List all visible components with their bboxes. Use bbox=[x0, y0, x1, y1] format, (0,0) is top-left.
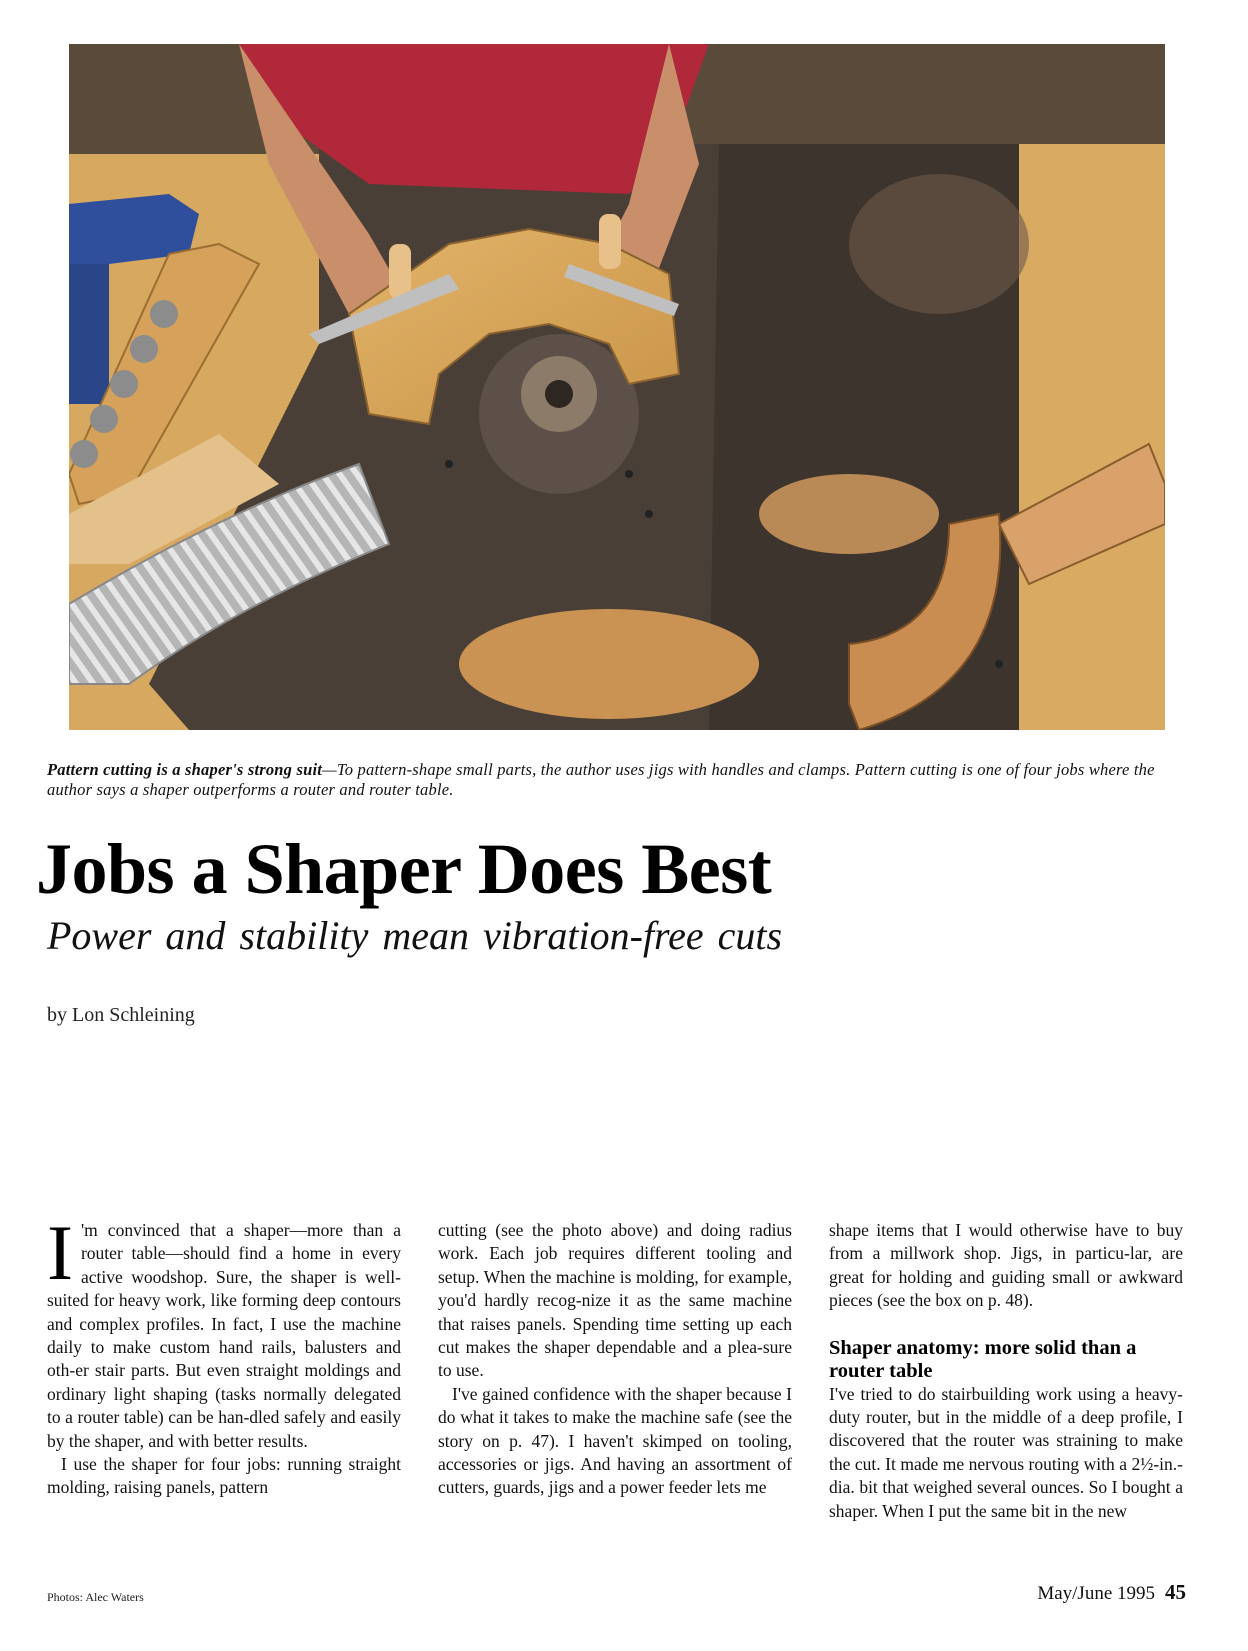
page-number: 45 bbox=[1165, 1580, 1186, 1604]
article-subtitle: Power and stability mean vibration-free cuts bbox=[47, 913, 783, 958]
paragraph-text: 'm convinced that a shaper—more than a router table—should find a home in every active woodshop. Sure, the shaper is well-suited for heavy work, like forming deep contours and complex profiles. In fact, I use the machine daily to make custom hand rails, balusters and oth-er stair parts. But even straight moldings and ordinary light shaping (tasks normally delegated to a router table) can be han-dled safely and easily by the shaper, and with better results. bbox=[47, 1220, 401, 1451]
lead-photo bbox=[69, 44, 1165, 730]
paragraph: I've gained confidence with the shaper because I do what it takes to make the machine safe (see the story on p. 47). I haven't skimped on tooling, accessories or jigs. And having an assortment of cutters, guards, jigs and a power feeder lets me bbox=[438, 1383, 792, 1498]
page-folio bbox=[1037, 1580, 1186, 1605]
paragraph: I use the shaper for four jobs: running straight molding, raising panels, pattern bbox=[47, 1454, 401, 1498]
caption-lead: Pattern cutting is a shaper's strong suit bbox=[47, 760, 323, 779]
article-column-3 bbox=[829, 1219, 1183, 1523]
section-subhead: Shaper anatomy: more solid than a router table bbox=[829, 1336, 1137, 1382]
photo-credit: Photos: Alec Waters bbox=[47, 1590, 144, 1604]
paragraph bbox=[47, 1209, 401, 1453]
dropcap: I bbox=[47, 1209, 73, 1296]
paragraph: cutting (see the photo above) and doing radius work. Each job requires different tooling and setup. When the machine is molding, for example, you'd hardly recog-nize it as the same machine that raises panels. Spending time setting up each cut makes the shaper dependable and a plea-sure to use. bbox=[438, 1220, 792, 1381]
issue-date: May/June 1995 bbox=[1037, 1583, 1155, 1604]
paragraph: I've tried to do stairbuilding work using a heavy-duty router, but in the middle of a deep profile, I discovered that the router was straining to make the cut. It made me nervous routing with a 2½-in.-dia. bit that weighed several ounces. So I bought a shaper. When I put the same bit in the new bbox=[829, 1383, 1183, 1521]
article-title: Jobs a Shaper Does Best bbox=[36, 829, 772, 909]
caption-body: —To pattern-shape small parts, the author uses jigs with handles and clamps. Pattern cutting is one of four jobs where the author says a shaper outperforms a router and router table. bbox=[47, 760, 1155, 799]
article-column-1 bbox=[47, 1209, 401, 1500]
photo-caption bbox=[47, 760, 1183, 800]
article-column-2 bbox=[438, 1219, 792, 1500]
shaper-photo-illustration bbox=[69, 44, 1165, 730]
byline: by Lon Schleining bbox=[47, 1004, 195, 1026]
paragraph: shape items that I would otherwise have to buy from a millwork shop. Jigs, in particu-lar, are great for holding and guiding small or awkward pieces (see the box on p. 48). bbox=[829, 1220, 1183, 1311]
